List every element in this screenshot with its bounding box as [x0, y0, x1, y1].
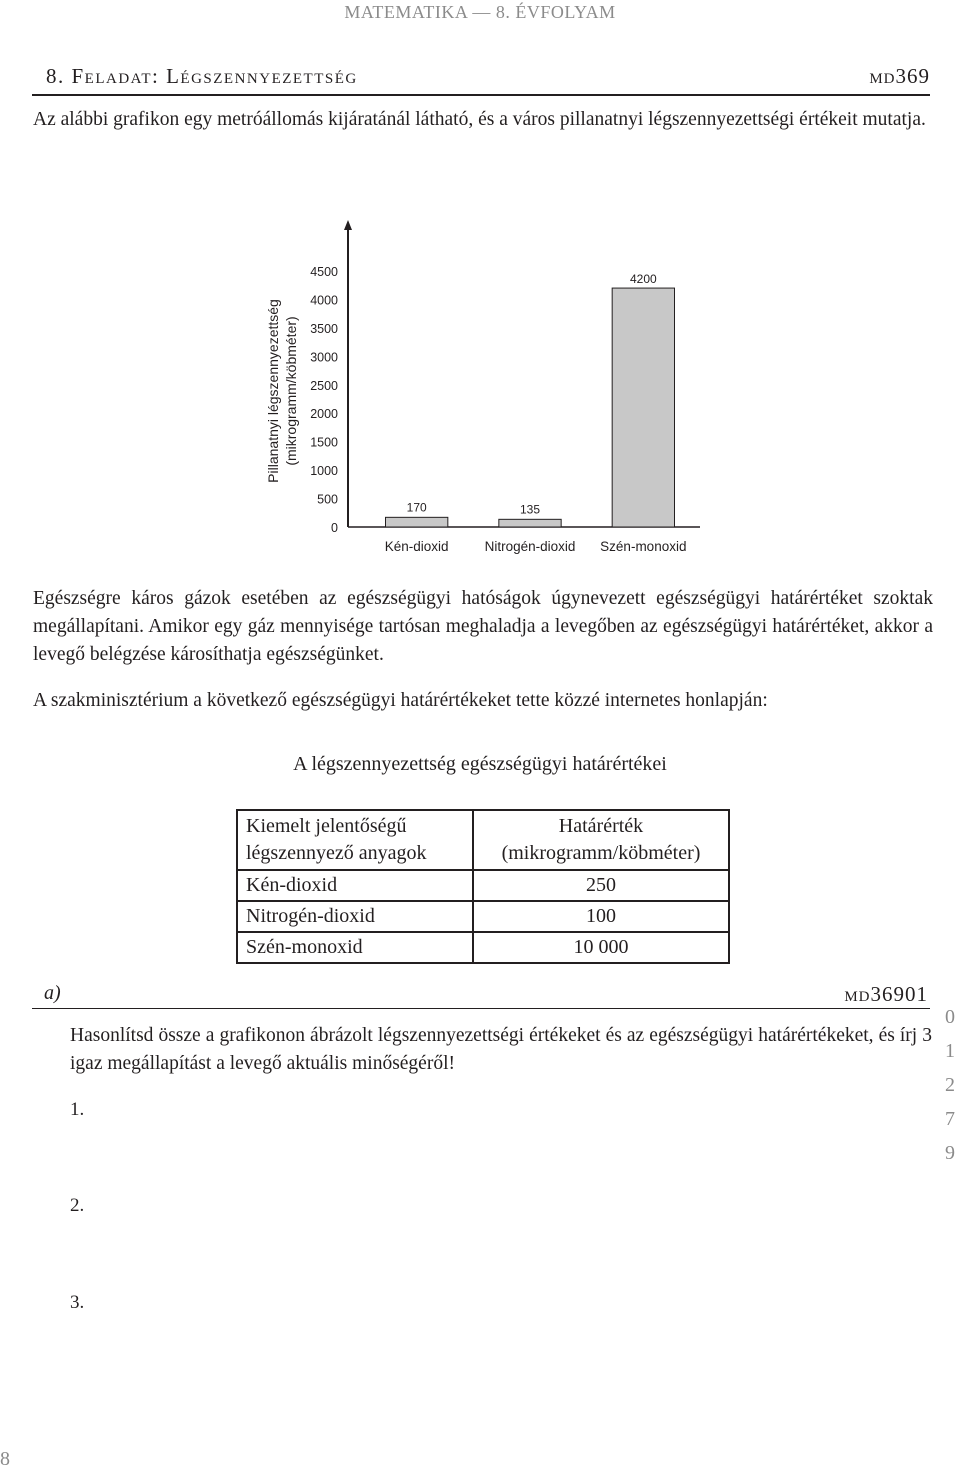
header-substance-line2: légszennyező anyagok [246, 842, 427, 864]
chart-bar [612, 288, 674, 527]
score-code[interactable]: 1 [945, 1040, 955, 1062]
chart-svg [250, 216, 710, 560]
chart-ytick-label: 0 [331, 521, 338, 535]
header-substance-line1: Kiemelt jelentőségű [246, 815, 407, 837]
chart-ytick-label: 3000 [310, 350, 338, 365]
chart-data-label: 4200 [629, 272, 657, 287]
table-cell-limit: 250 [473, 870, 729, 901]
score-code[interactable]: 9 [945, 1142, 955, 1164]
limits-table [236, 809, 730, 964]
chart-bar [386, 517, 448, 527]
chart-ytick-label: 1500 [310, 435, 338, 450]
page-header: MATEMATIKA — 8. ÉVFOLYAM [344, 2, 616, 22]
paragraph-health-limits: Egészségre káros gázok esetében az egészségügyi hatóságok úgynevezett egészségügyi határértéket szoktak megállapítani. Amikor egy gáz mennyisége tartósan meghaladja a levegőben az egészségügyi határértéket, akkor a levegő belégzése károsíthatja egészségünket. [33, 588, 933, 665]
header-limit-line2: (mikrogramm/köbméter) [501, 842, 701, 864]
chart-data-label: 135 [519, 502, 541, 517]
header-limit-line1: Határérték [558, 815, 644, 837]
title-divider [32, 94, 930, 96]
chart-ytick-label: 4500 [310, 265, 338, 279]
chart-ytick-label: 500 [317, 492, 338, 507]
chart-category-label: Nitrogén-dioxid [484, 539, 576, 554]
table-cell-limit: 100 [473, 901, 729, 932]
chart-category-label: Szén-monoxid [600, 539, 687, 554]
chart-category-label: Kén-dioxid [384, 539, 449, 554]
table-header-row [237, 810, 729, 870]
score-code[interactable]: 7 [945, 1108, 955, 1130]
table-cell-substance: Szén-monoxid [237, 932, 473, 963]
part-a-divider [32, 1008, 930, 1009]
table-title: A légszennyezettség egészségügyi határértékei [293, 753, 667, 775]
pollution-chart [250, 216, 710, 560]
chart-ytick-label: 2000 [310, 407, 338, 422]
task-intro: Az alábbi grafikon egy metróállomás kijáratánál látható, és a város pillanatnyi légszennyezettségi értékeit mutatja. [33, 109, 926, 130]
table-cell-limit: 10 000 [473, 932, 729, 963]
table-cell-substance: Kén-dioxid [237, 870, 473, 901]
chart-ytick-label: 4000 [310, 293, 338, 308]
table-row [237, 901, 729, 932]
chart-ylabel-line1: Pillanatnyi légszennyezettség [265, 299, 281, 483]
table-row [237, 870, 729, 901]
answer-line-3[interactable]: 3. [70, 1292, 85, 1313]
task-title: 8. Feladat: Légszennyezettség [46, 64, 358, 88]
table-header-substance [237, 810, 473, 870]
part-a-label: a) [44, 982, 61, 1004]
chart-ytick-label: 2500 [310, 378, 338, 393]
chart-ylabel-line2: (mikrogramm/köbméter) [283, 316, 299, 466]
page-number: 8 [0, 1448, 10, 1470]
score-code[interactable]: 0 [945, 1006, 955, 1028]
table-row [237, 932, 729, 963]
task-code: md369 [869, 64, 930, 88]
score-code[interactable]: 2 [945, 1074, 955, 1096]
part-a-code: md36901 [844, 982, 928, 1006]
chart-ytick-label: 3500 [310, 321, 338, 336]
part-a-question: Hasonlítsd össze a grafikonon ábrázolt légszennyezettségi értékeket és az egészségügyi határértékeket, és írj 3 igaz megállapítást a levegő aktuális minőségéről! [70, 1025, 932, 1074]
table-cell-substance: Nitrogén-dioxid [237, 901, 473, 932]
answer-line-1[interactable]: 1. [70, 1099, 85, 1120]
chart-data-label: 170 [406, 500, 427, 515]
answer-line-2[interactable]: 2. [70, 1195, 85, 1216]
score-codes [938, 1000, 960, 1170]
chart-bar [499, 519, 561, 527]
table-header-limit [473, 810, 729, 870]
chart-y-axis-arrow [344, 220, 352, 230]
chart-ytick-label: 1000 [310, 464, 338, 479]
paragraph-ministry: A szakminisztérium a következő egészségügyi határértékeket tette közzé internetes honlapján: [33, 690, 768, 711]
